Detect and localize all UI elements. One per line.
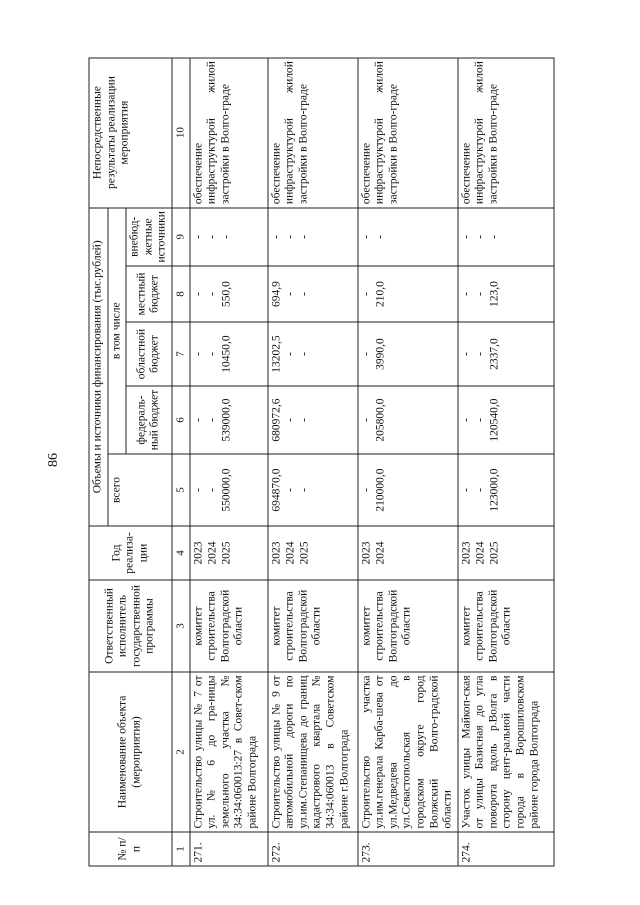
offbudget-value: - (474, 234, 487, 239)
local-cell (458, 266, 554, 322)
table-row (190, 58, 268, 866)
table-row (458, 58, 554, 866)
header-num: № п/п (89, 832, 172, 866)
result-text: обеспечение инфраструктурой жилой застройки в Волго-граде (458, 58, 554, 208)
header-name: Наименование объекта (мероприятия) (89, 672, 172, 832)
year-value: 2025 (298, 541, 311, 565)
local-value: 123,0 (488, 281, 501, 307)
federal-value: - (360, 418, 373, 422)
header-regional: областной бюджет (126, 322, 172, 386)
total-cell (190, 454, 268, 526)
offbudget-value: - (360, 234, 373, 239)
federal-value: 205800,0 (374, 398, 387, 442)
total-value: 210000,0 (374, 468, 387, 512)
header-result: Непосредственные результаты реализации мероприятия (89, 58, 172, 208)
col-number: 2 (172, 672, 190, 832)
years-cell (268, 526, 358, 580)
col-number: 6 (172, 386, 190, 454)
regional-value: - (474, 352, 487, 356)
offbudget-value: - (298, 234, 311, 239)
total-value: - (192, 488, 205, 492)
regional-value: - (298, 352, 311, 356)
federal-value: 680972,6 (270, 398, 283, 442)
year-value: 2023 (360, 541, 373, 565)
regional-value: - (206, 352, 219, 356)
year-value: 2023 (270, 541, 283, 565)
federal-value: - (206, 418, 219, 422)
regional-cell (268, 322, 358, 386)
federal-value: - (192, 418, 205, 422)
object-name: Участок улицы Майкоп-ская от улицы Базисная до угла поворота вдоль р.Волга в сторону цент-ральной части города в Ворошиловском районе города Волгограда (458, 672, 554, 832)
federal-cell (268, 386, 358, 454)
federal-value: - (460, 418, 473, 422)
offbudget-value: - (206, 234, 219, 239)
header-year: Год реализа-ции (89, 526, 172, 580)
local-value: 694,9 (270, 281, 283, 307)
local-value: - (298, 292, 311, 296)
federal-cell (358, 386, 458, 454)
total-value: - (360, 488, 373, 492)
offbudget-value: - (460, 234, 473, 239)
regional-cell (458, 322, 554, 386)
header-local: местный бюджет (126, 266, 172, 322)
year-value: 2023 (460, 541, 473, 565)
federal-value: - (298, 418, 311, 422)
result-text: обеспечение инфраструктурой жилой застройки в Волго-граде (358, 58, 458, 208)
year-value: 2024 (206, 541, 219, 565)
result-text: обеспечение инфраструктурой жилой застройки в Волго-граде (190, 58, 268, 208)
offbudget-value: - (192, 234, 205, 239)
header-executor: Ответственный исполнитель государственной программы (89, 580, 172, 672)
local-value: - (206, 292, 219, 296)
header-total: всего (108, 454, 172, 526)
regional-value: 2337,0 (488, 338, 501, 370)
executor: комитет строительства Волгоградской области (358, 580, 458, 672)
offbudget-value: - (270, 234, 283, 239)
row-number: 272. (268, 832, 358, 866)
local-value: - (284, 292, 297, 296)
executor: комитет строительства Волгоградской области (268, 580, 358, 672)
local-value: - (474, 292, 487, 296)
offbudget-cell (358, 208, 458, 266)
total-cell (268, 454, 358, 526)
regional-cell (190, 322, 268, 386)
local-value: - (460, 292, 473, 296)
offbudget-value: - (374, 234, 387, 239)
year-value: 2024 (374, 541, 387, 565)
total-value: - (460, 488, 473, 492)
total-cell (458, 454, 554, 526)
offbudget-cell (458, 208, 554, 266)
local-value: 550,0 (220, 281, 233, 307)
col-number: 5 (172, 454, 190, 526)
object-name: Строительство участка ул.им.генерала Карба-шева от ул.Медведева до ул.Севастопольская в городском округе город Волжский Волго-градской области (358, 672, 458, 832)
row-number: 271. (190, 832, 268, 866)
col-number: 9 (172, 208, 190, 266)
years-cell (190, 526, 268, 580)
executor: комитет строительства Волгоградской области (458, 580, 554, 672)
regional-value: - (460, 352, 473, 356)
regional-value: - (360, 352, 373, 356)
year-value: 2024 (284, 541, 297, 565)
header-offbudget: внебюд-жетные источники (126, 208, 172, 266)
result-text: обеспечение инфраструктурой жилой застройки в Волго-граде (268, 58, 358, 208)
col-number: 3 (172, 580, 190, 672)
total-value: - (298, 488, 311, 492)
col-number: 8 (172, 266, 190, 322)
years-cell (358, 526, 458, 580)
col-number: 7 (172, 322, 190, 386)
total-cell (358, 454, 458, 526)
local-cell (268, 266, 358, 322)
federal-value: - (474, 418, 487, 422)
header-including: в том числе (108, 208, 127, 454)
total-value: - (474, 488, 487, 492)
column-number-row (172, 58, 190, 866)
row-number: 273. (358, 832, 458, 866)
federal-value: - (284, 418, 297, 422)
offbudget-value: - (488, 234, 501, 239)
year-value: 2024 (474, 541, 487, 565)
local-cell (190, 266, 268, 322)
federal-cell (458, 386, 554, 454)
total-value: 550000,0 (220, 468, 233, 512)
year-value: 2023 (192, 541, 205, 565)
total-value: 123000,0 (488, 468, 501, 512)
years-cell (458, 526, 554, 580)
table-row (268, 58, 358, 866)
regional-value: - (284, 352, 297, 356)
executor: комитет строительства Волгоградской области (190, 580, 268, 672)
total-value: 694870,0 (270, 468, 283, 512)
total-value: - (284, 488, 297, 492)
local-value: - (192, 292, 205, 296)
federal-value: 120540,0 (488, 398, 501, 442)
local-value: 210,0 (374, 281, 387, 307)
col-number: 1 (172, 832, 190, 866)
regional-value: 3990,0 (374, 338, 387, 370)
offbudget-value: - (220, 234, 233, 239)
total-value: - (206, 488, 219, 492)
page-number: 86 (46, 453, 61, 467)
year-value: 2025 (220, 541, 233, 565)
regional-value: 10450,0 (220, 335, 233, 373)
offbudget-cell (190, 208, 268, 266)
local-cell (358, 266, 458, 322)
object-name: Строительство улицы № 9 от автомобильной дороги по ул.им.Степанищева до границ кадастрового квартала № 34:34:060013 в Советском районе г.Волгограда (268, 672, 358, 832)
header-federal: федераль-ный бюджет (126, 386, 172, 454)
col-number: 10 (172, 58, 190, 208)
object-name: Строительство улицы № 7 от ул. № 6 до гра-ницы земельного участка № 34:34:060013:27 в Совет-ском районе Волгограда (190, 672, 268, 832)
year-value: 2025 (488, 541, 501, 565)
local-value: - (360, 292, 373, 296)
federal-cell (190, 386, 268, 454)
regional-value: - (192, 352, 205, 356)
offbudget-cell (268, 208, 358, 266)
regional-value: 13202,5 (270, 335, 283, 373)
col-number: 4 (172, 526, 190, 580)
regional-cell (358, 322, 458, 386)
offbudget-value: - (284, 234, 297, 239)
row-number: 274. (458, 832, 554, 866)
rotated-page (1, 0, 640, 905)
header-finance: Объемы и источники финансирования (тыс.рублей) (89, 208, 108, 526)
finance-table (89, 57, 555, 866)
table-row (358, 58, 458, 866)
federal-value: 539000,0 (220, 398, 233, 442)
